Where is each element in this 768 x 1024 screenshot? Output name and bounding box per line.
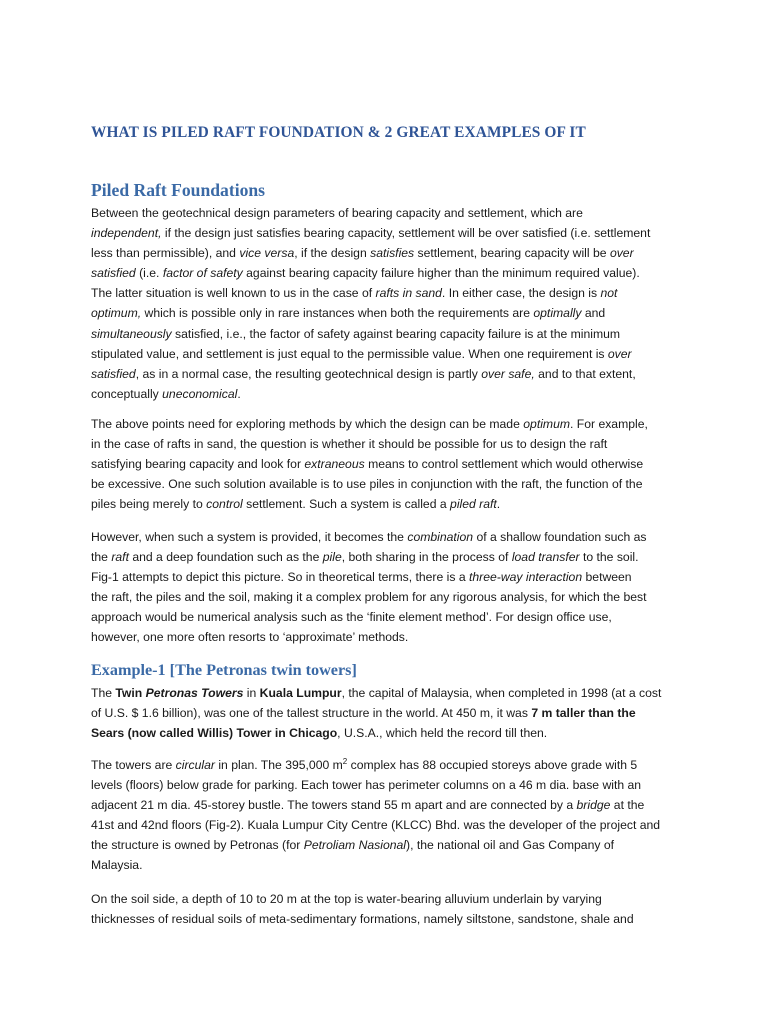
paragraph [91, 889, 691, 929]
text-line [91, 703, 691, 723]
text-run: raft [111, 550, 129, 565]
text-run: if the design just satisfies bearing capacity, settlement will be over satisfied (i.e. settlement [161, 226, 651, 241]
text-run: over [609, 246, 634, 261]
text-run: stipulated value, and settlement is just equal to the permissible value. When one requirement is [91, 346, 608, 361]
text-run: Malaysia. [91, 858, 143, 873]
text-run: the raft, the piles and the soil, making it a complex problem for any rigorous analysis, for which the best [91, 590, 647, 605]
text-line [91, 454, 691, 474]
text-run: complex has 88 occupied storeys above grade with 5 [347, 758, 638, 772]
text-run: Sears (now called Willis) Tower in Chicago [91, 726, 338, 741]
text-run: settlement. Such a system is called a [242, 497, 451, 512]
text-run: conceptually [91, 386, 163, 401]
text-run: Fig-1 attempts to depict this picture. So in theoretical terms, there is a [91, 570, 469, 585]
paragraph [91, 527, 691, 648]
text-line [91, 494, 691, 514]
text-run: . [237, 386, 241, 401]
text-run: in the case of rafts in sand, the question is whether it should be possible for us to design the raft [91, 437, 608, 452]
paragraph [91, 203, 691, 404]
text-run: in plan. The 395,000 m [214, 758, 343, 772]
text-run: of U.S. $ 1.6 billion), was one of the tallest structure in the world. At 450 m, it was [91, 706, 532, 721]
text-run: piled raft [450, 497, 497, 512]
text-line [91, 567, 691, 587]
text-run: factor of safety [162, 266, 243, 281]
text-line [91, 795, 691, 815]
text-run: thicknesses of residual soils of meta-sedimentary formations, namely siltstone, sandstone, shale and [91, 912, 634, 927]
text-run: of a shallow foundation such as [473, 530, 647, 544]
text-run: , U.S.A., which held the record till then. [337, 726, 548, 741]
text-run: Kuala Lumpur [259, 686, 342, 700]
text-run: at the [610, 798, 645, 813]
text-run: Twin [115, 686, 146, 700]
text-run: less than permissible), and [91, 246, 240, 261]
text-run: . In either case, the design is [441, 286, 601, 301]
text-run: extraneous [304, 457, 365, 472]
text-run: vice versa [239, 246, 295, 261]
text-run: rafts in sand [375, 286, 442, 301]
text-run: load transfer [511, 550, 580, 565]
text-run: , both sharing in the process of [341, 550, 512, 565]
paragraph [91, 683, 691, 743]
text-line [91, 775, 691, 795]
text-run: . [496, 497, 501, 512]
text-run: satisfied [91, 266, 136, 281]
text-run: , as in a normal case, the resulting geotechnical design is partly [135, 366, 482, 381]
text-run: however, one more often resorts to ‘approximate’ methods. [91, 630, 409, 645]
text-line [91, 344, 691, 364]
text-run: satisfied [91, 366, 136, 381]
document-title: WHAT IS PILED RAFT FOUNDATION & 2 GREAT EXAMPLES OF IT [91, 124, 586, 141]
text-run: the [91, 550, 112, 565]
text-line [91, 815, 691, 835]
text-run: Petroliam Nasional [303, 838, 407, 853]
text-line [91, 414, 691, 434]
text-run: means to control settlement which would otherwise [364, 457, 644, 472]
text-run: and [581, 306, 606, 321]
text-run: Petronas Towers [145, 686, 244, 700]
text-run: optimum [523, 417, 570, 431]
text-line [91, 527, 691, 547]
text-run: and to that extent, [534, 366, 636, 381]
text-line [91, 283, 691, 303]
text-line [91, 223, 691, 243]
text-run: approach would be numerical analysis such as the ‘finite element method’. For design office use, [91, 610, 612, 625]
text-run: Between the geotechnical design parameters of bearing capacity and settlement, which are [91, 206, 583, 220]
text-run: 2 [342, 756, 348, 766]
text-run: settlement, bearing capacity will be [414, 246, 610, 261]
text-run: not [600, 286, 618, 301]
text-run: circular [175, 758, 215, 772]
text-run: in [243, 686, 260, 700]
text-line [91, 587, 691, 607]
text-run: adjacent 21 m dia. 45-storey bustle. The towers stand 55 m apart and are connected by a [91, 798, 577, 813]
text-run: . For example, [570, 417, 648, 431]
text-run: to the soil. [579, 550, 639, 565]
text-line [91, 909, 691, 929]
text-line [91, 627, 691, 647]
text-run: satisfies [370, 246, 415, 261]
text-line [91, 683, 691, 703]
text-run: levels (floors) below grade for parking. Each tower has perimeter columns on a 46 m dia. base with an [91, 778, 642, 793]
text-run: the structure is owned by Petronas (for [91, 838, 304, 853]
text-run: , if the design [294, 246, 371, 261]
text-run: On the soil side, a depth of 10 to 20 m at the top is water-bearing alluvium underlain by varying [91, 892, 602, 906]
text-run: three-way interaction [468, 570, 583, 585]
text-line [91, 474, 691, 494]
text-run: , the capital of Malaysia, when completed in 1998 (at a cost [341, 686, 662, 700]
section-heading-piled-raft: Piled Raft Foundations [91, 180, 266, 200]
text-run: independent, [91, 226, 162, 241]
text-run: The latter situation is well known to us in the case of [91, 286, 376, 301]
text-line [91, 203, 691, 223]
text-run: However, when such a system is provided, it becomes the [91, 530, 408, 544]
text-line [91, 547, 691, 567]
text-run: against bearing capacity failure higher than the minimum required value). [242, 266, 640, 281]
text-run: optimally [533, 306, 582, 321]
text-run: be excessive. One such solution available is to use piles in conjunction with the raft, the function of the [91, 477, 643, 492]
text-line [91, 723, 691, 743]
text-run: The towers are [91, 758, 176, 772]
text-line [91, 384, 691, 404]
text-line [91, 889, 691, 909]
text-line [91, 434, 691, 454]
text-run: over safe, [481, 366, 535, 381]
text-run: pile [322, 550, 342, 565]
text-run: satisfying bearing capacity and look for [91, 457, 305, 472]
paragraph [91, 414, 691, 514]
text-run: combination [407, 530, 474, 544]
text-line [91, 364, 691, 384]
text-run: between [582, 570, 632, 585]
paragraph [91, 755, 691, 876]
text-run: simultaneously [91, 326, 172, 341]
text-run: 7 m taller than the [531, 706, 636, 721]
text-line [91, 243, 691, 263]
text-run: (i.e. [135, 266, 163, 281]
text-run: ), the national oil and Gas Company of [406, 838, 615, 853]
text-line [91, 607, 691, 627]
text-run: and a deep foundation such as the [128, 550, 323, 565]
text-run: 41st and 42nd floors (Fig-2). Kuala Lumpur City Centre (KLCC) Bhd. was the developer of the project and [91, 818, 661, 833]
text-run: uneconomical [162, 386, 238, 401]
text-run: satisfied, i.e., the factor of safety against bearing capacity failure is at the minimum [171, 326, 621, 341]
text-run: The above points need for exploring methods by which the design can be made [91, 417, 524, 431]
text-line [91, 324, 691, 344]
text-line [91, 303, 691, 323]
text-run: piles being merely to [91, 497, 207, 512]
text-run: which is possible only in rare instances when both the requirements are [141, 306, 534, 321]
text-line [91, 855, 691, 875]
section-heading-example-1: Example-1 [The Petronas twin towers] [91, 661, 357, 679]
text-run: The [91, 686, 116, 700]
text-line [91, 755, 691, 775]
text-line [91, 263, 691, 283]
text-run: optimum, [91, 306, 142, 321]
text-run: bridge [576, 798, 611, 813]
text-run: control [206, 497, 243, 512]
text-run: over [607, 346, 632, 361]
text-line [91, 835, 691, 855]
